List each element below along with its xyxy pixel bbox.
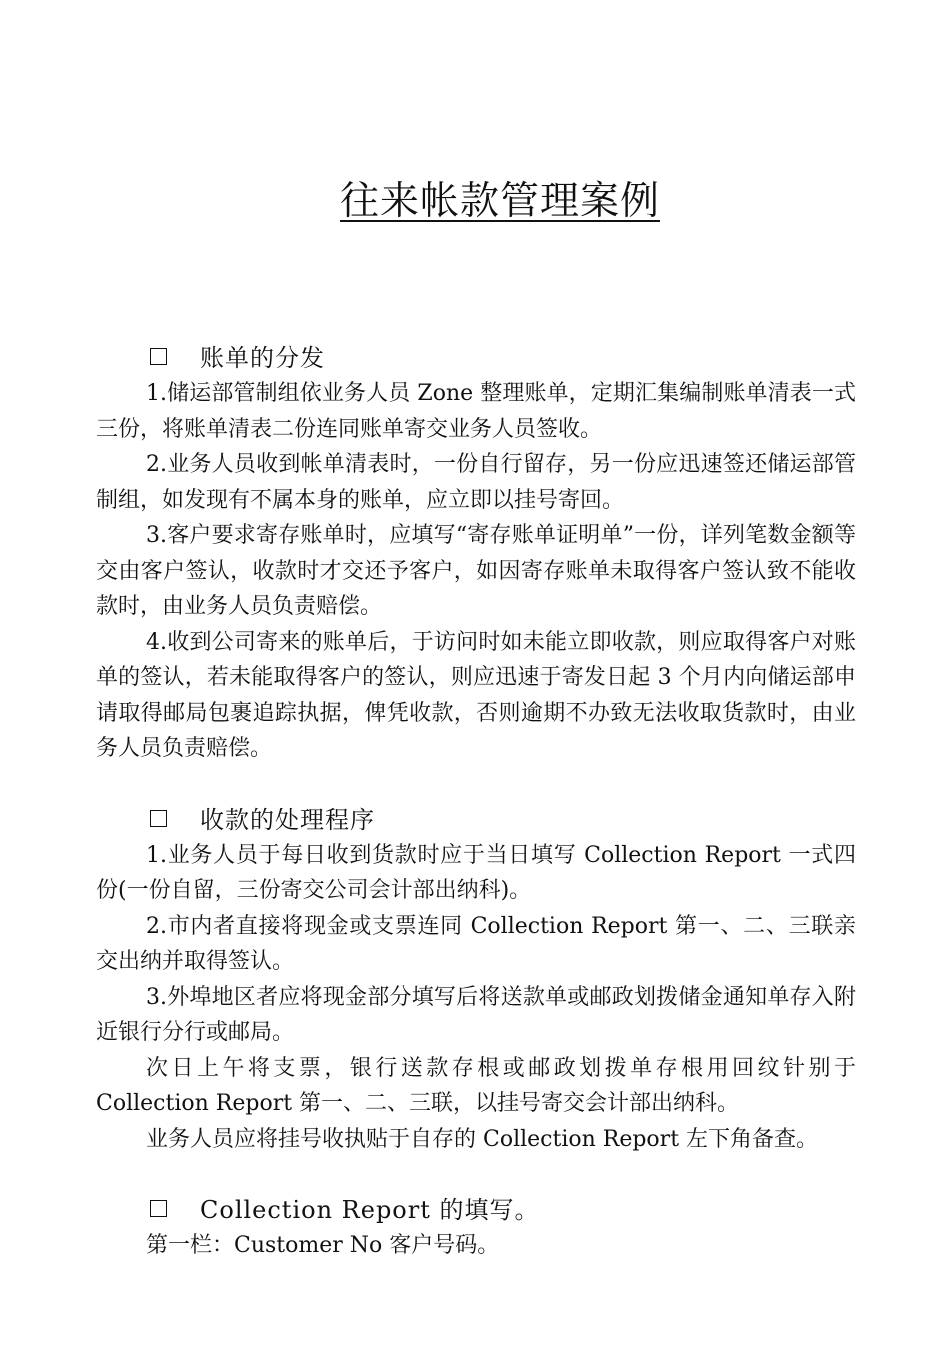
paragraph: 3.客户要求寄存账单时，应填写“寄存账单证明单”一份，详列笔数金额等交由客户签认，收款时才交还予客户，如因寄存账单未取得客户签认致不能收款时，由业务人员负责赔偿。 [96, 523, 856, 619]
spacer [96, 767, 856, 802]
paragraph: 2.市内者直接将现金或支票连同 Collection Report 第一、二、三联亲交出纳并取得签认。 [96, 913, 856, 974]
section-heading-text: Collection Report 的填写。 [200, 1196, 540, 1224]
section-heading [96, 340, 856, 376]
paragraph: 第一栏：Customer No 客户号码。 [146, 1233, 500, 1258]
paragraph: 业务人员应将挂号收执贴于自存的 Collection Report 左下角备查。 [146, 1126, 819, 1152]
section-heading [96, 802, 856, 838]
paragraph: 次日上午将支票，银行送款存根或邮政划拨单存根用回纹针别于 Collection Report 第一、二、三联，以挂号寄交会计部出纳科。 [96, 1055, 856, 1116]
section-heading-text: 收款的处理程序 [200, 805, 375, 834]
paragraph: 4.收到公司寄来的账单后，于访问时如未能立即收款，则应取得客户对账单的签认，若未能取得客户的签认，则应迅速于寄发日起 3 个月内向储运部申请取得邮局包裹追踪执据，俾凭收款，否则逾期不办致无法收取货款时，由业务人员负责赔偿。 [96, 629, 856, 761]
paragraph: 2.业务人员收到帐单清表时，一份自行留存，另一份应迅速签还储运部管制组，如发现有不属本身的账单，应立即以挂号寄回。 [96, 452, 856, 513]
document-body [96, 340, 856, 1264]
checkbox-square-icon [150, 348, 167, 365]
spacer [96, 1157, 856, 1192]
paragraph: 1.业务人员于每日收到货款时应于当日填写 Collection Report 一式四份(一份自留，三份寄交公司会计部出纳科)。 [96, 842, 856, 903]
page-title: 往来帐款管理案例 [339, 179, 660, 224]
checkbox-square-icon [150, 810, 167, 827]
paragraph: 3.外埠地区者应将现金部分填写后将送款单或邮政划拨储金通知单存入附近银行分行或邮局。 [96, 984, 856, 1045]
paragraph: 1.储运部管制组依业务人员 Zone 整理账单，定期汇集编制账单清表一式三份，将账单清表二份连同账单寄交业务人员签收。 [96, 381, 856, 442]
section-heading-text: 账单的分发 [200, 344, 325, 372]
checkbox-square-icon [150, 1200, 167, 1217]
section-heading [96, 1192, 856, 1228]
